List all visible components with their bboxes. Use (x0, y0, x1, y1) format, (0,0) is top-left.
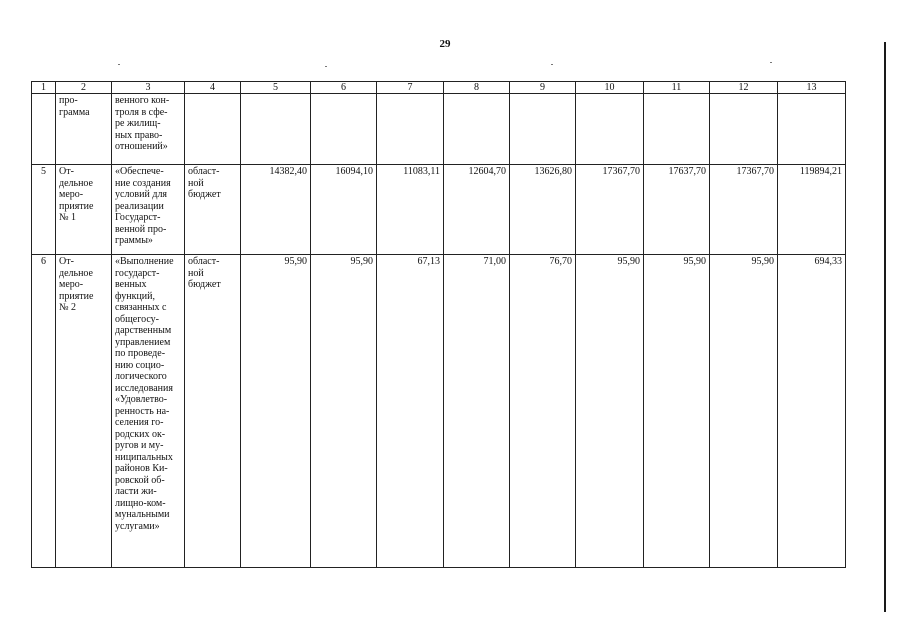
header-cell: 5 (241, 82, 311, 94)
table-header-row (32, 82, 846, 94)
table-row (32, 255, 846, 568)
status-cell: От- дельное меро- приятие № 2 (56, 255, 112, 568)
page-edge-rule (884, 42, 886, 612)
value-cell: 11083,11 (377, 165, 444, 255)
value-cell: 119894,21 (778, 165, 846, 255)
status-cell: От- дельное меро- приятие № 1 (56, 165, 112, 255)
source-cell: област- ной бюджет (185, 165, 241, 255)
source-cell (185, 94, 241, 165)
table-row (32, 165, 846, 255)
header-cell: 10 (576, 82, 644, 94)
scan-speck (770, 62, 772, 63)
value-cell (778, 94, 846, 165)
name-cell: «Обеспече- ние создания условий для реализации Государст- венной про- граммы» (112, 165, 185, 255)
header-cell: 7 (377, 82, 444, 94)
value-cell (444, 94, 510, 165)
budget-table (31, 81, 846, 568)
header-cell: 2 (56, 82, 112, 94)
value-cell: 67,13 (377, 255, 444, 568)
value-cell (311, 94, 377, 165)
scan-speck (118, 64, 120, 65)
status-cell: про- грамма (56, 94, 112, 165)
table-row (32, 94, 846, 165)
value-cell: 17637,70 (644, 165, 710, 255)
value-cell: 95,90 (710, 255, 778, 568)
header-cell: 11 (644, 82, 710, 94)
header-cell: 6 (311, 82, 377, 94)
value-cell: 17367,70 (576, 165, 644, 255)
value-cell: 76,70 (510, 255, 576, 568)
header-cell: 8 (444, 82, 510, 94)
value-cell: 95,90 (576, 255, 644, 568)
value-cell: 694,33 (778, 255, 846, 568)
row-number-cell (32, 94, 56, 165)
value-cell (644, 94, 710, 165)
scan-speck (325, 66, 327, 67)
header-cell: 12 (710, 82, 778, 94)
value-cell: 16094,10 (311, 165, 377, 255)
value-cell: 95,90 (644, 255, 710, 568)
value-cell: 71,00 (444, 255, 510, 568)
page-number: 29 (439, 38, 451, 50)
row-number-cell: 5 (32, 165, 56, 255)
scan-speck (551, 64, 553, 65)
value-cell (510, 94, 576, 165)
header-cell: 4 (185, 82, 241, 94)
value-cell: 17367,70 (710, 165, 778, 255)
value-cell: 12604,70 (444, 165, 510, 255)
value-cell (576, 94, 644, 165)
header-cell: 9 (510, 82, 576, 94)
name-cell: «Выполнение государст- венных функций, связанных с общегосу- дарственным управлением по проведе- нию социо- логического исследования «Удовлетво- ренность на- селения го- родских ок- ругов и му- ниципальных районов Ки- ровской об- ласти жи- лищно-ком- мунальными услугами» (112, 255, 185, 568)
value-cell: 13626,80 (510, 165, 576, 255)
value-cell: 14382,40 (241, 165, 311, 255)
value-cell (241, 94, 311, 165)
name-cell: венного кон- троля в сфе- ре жилищ- ных право- отношений» (112, 94, 185, 165)
header-cell: 3 (112, 82, 185, 94)
source-cell: област- ной бюджет (185, 255, 241, 568)
header-cell: 1 (32, 82, 56, 94)
value-cell: 95,90 (241, 255, 311, 568)
value-cell (710, 94, 778, 165)
value-cell: 95,90 (311, 255, 377, 568)
value-cell (377, 94, 444, 165)
header-cell: 13 (778, 82, 846, 94)
row-number-cell: 6 (32, 255, 56, 568)
